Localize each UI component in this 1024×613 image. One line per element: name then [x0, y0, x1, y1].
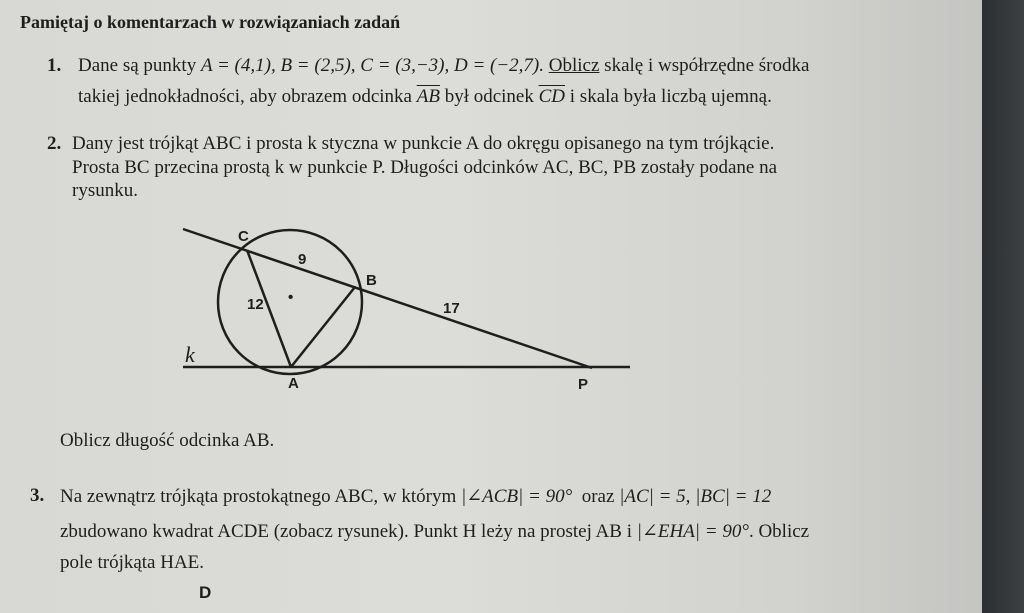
- header-note: Pamiętaj o komentarzach w rozwiązaniach zadań: [20, 12, 401, 32]
- segment-ab: $\overline{AB}$: [416, 86, 440, 107]
- task3-text-b: zbudowano kwadrat ACDE (zobacz rysunek). Punkt H leży na prostej AB i: [60, 521, 632, 542]
- label-b: B: [366, 272, 377, 289]
- task1-text-d: był odcinek: [444, 86, 534, 107]
- task3-angle-eha: |∠EHA| = 90°: [636, 521, 749, 542]
- task3-text-a: Na zewnątrz trójkąta prostokątnego ABC, w którym: [60, 486, 457, 507]
- line-cp: [183, 229, 592, 368]
- task1-oblicz: Oblicz: [548, 55, 600, 76]
- length-cb: 9: [298, 251, 307, 268]
- task3-lengths: |AC| = 5, |BC| = 12: [619, 486, 772, 507]
- task1-text-b: skalę i współrzędne środka: [604, 55, 810, 76]
- label-d: D: [199, 583, 212, 602]
- task2-question: Oblicz długość odcinka AB.: [60, 430, 275, 451]
- label-a: A: [288, 375, 299, 392]
- task1-points: A = (4,1), B = (2,5), C = (3,−3), D = (−2,7).: [200, 55, 545, 76]
- task3-line1: [60, 485, 771, 508]
- task3-number: 3.: [30, 485, 45, 506]
- segment-ab-line: [291, 287, 355, 367]
- task3-angle-acb: |∠ACB| = 90°: [461, 486, 573, 507]
- circle-center-dot: •: [288, 289, 294, 306]
- task2-number: 2.: [47, 133, 62, 154]
- segment-cd: $\overline{CD}$: [538, 86, 566, 107]
- task2-line2: Prosta BC przecina prostą k w punkcie P. Długości odcinków AC, BC, PB zostały podane na: [72, 157, 778, 178]
- label-p: P: [578, 376, 589, 393]
- label-c: C: [238, 228, 249, 245]
- task2-line1: Dany jest trójkąt ABC i prosta k styczna w punkcie A do okręgu opisanego na tym trójkącie.: [72, 133, 775, 154]
- task3-line3: pole trójkąta HAE.: [60, 552, 205, 573]
- task3-line2: [60, 520, 809, 543]
- task3-oraz: oraz: [581, 486, 615, 507]
- task1-text-a: Dane są punkty: [78, 55, 197, 76]
- length-bp: 17: [443, 300, 460, 317]
- task1-number: 1.: [47, 55, 62, 76]
- task1-text-c: takiej jednokładności, aby obrazem odcinka: [78, 86, 412, 107]
- background-edge: [982, 0, 1024, 613]
- task3-text-c: . Oblicz: [748, 521, 810, 542]
- task2-line3: rysunku.: [72, 180, 138, 201]
- task1-text-e: i skala była liczbą ujemną.: [569, 86, 772, 107]
- length-ac: 12: [247, 296, 264, 313]
- label-k: k: [185, 342, 195, 367]
